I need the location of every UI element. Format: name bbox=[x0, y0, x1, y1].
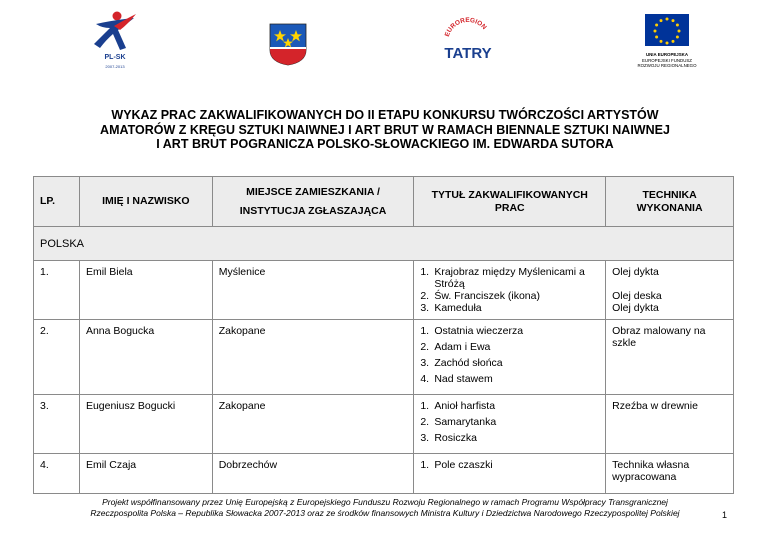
works-list bbox=[420, 400, 599, 444]
tatry-text: TATRY bbox=[444, 45, 492, 62]
header-tech-line2: WYKONANIA bbox=[636, 201, 703, 214]
list-item: 3. Zachód słońca bbox=[420, 357, 503, 369]
header-title-line2: PRAC bbox=[494, 201, 525, 214]
table-row bbox=[34, 454, 734, 494]
table-header-row bbox=[34, 177, 734, 227]
list-item: 1. Pole czaszki bbox=[420, 459, 493, 471]
section-row-poland bbox=[34, 227, 734, 261]
footer-note bbox=[40, 497, 730, 519]
row-lp: 3. bbox=[34, 395, 80, 454]
row-works bbox=[414, 454, 606, 494]
header-logos bbox=[0, 0, 768, 90]
row-technique: Rzeźba w drewnie bbox=[606, 395, 734, 454]
header-title-line1: TYTUŁ ZAKWALIFIKOWANYCH bbox=[431, 188, 588, 201]
row-works bbox=[414, 395, 606, 454]
eu-text-line3: ROZWOJU REGIONALNEGO bbox=[637, 63, 697, 68]
header-tech-line1: TECHNIKA bbox=[642, 188, 697, 201]
eu-logo bbox=[636, 12, 698, 76]
footer-line-1: Projekt współfinansowany przez Unię Europejską z Europejskiego Funduszu Rozwoju Regionalnego w ramach Programu Współpracy Transgranicznej bbox=[102, 497, 668, 507]
header-lp: LP. bbox=[34, 177, 80, 227]
list-item: 2. Samarytanka bbox=[420, 416, 497, 428]
list-item: 4. Nad stawem bbox=[420, 373, 493, 385]
euroregion-tatry-logo bbox=[440, 16, 496, 72]
row-name: Eugeniusz Bogucki bbox=[79, 395, 212, 454]
row-technique: Technika własna wypracowana bbox=[606, 454, 734, 494]
works-list bbox=[420, 325, 599, 385]
plsk-logo-text: PL-SK bbox=[104, 54, 126, 61]
list-item: 1. Anioł harfista bbox=[420, 400, 496, 412]
plsk-program-logo bbox=[84, 10, 146, 82]
list-item: 2. Św. Franciszek (ikona) bbox=[420, 290, 540, 302]
coat-of-arms-logo bbox=[268, 22, 308, 66]
header-title bbox=[414, 177, 606, 227]
row-lp: 2. bbox=[34, 320, 80, 395]
header-place-line2: INSTYTUCJA ZGŁASZAJĄCA bbox=[239, 204, 387, 217]
svg-text:EUROREGION bbox=[444, 17, 488, 38]
row-technique: Obraz malowany na szkle bbox=[606, 320, 734, 395]
row-place: Zakopane bbox=[212, 320, 414, 395]
eu-flag-icon bbox=[636, 12, 698, 52]
footer-line-2: Rzeczpospolita Polska – Republika Słowacka 2007-2013 oraz ze środków finansowych Ministra Kultury i Dziedzictwa Narodowego Rzeczypospolitej Polskiej bbox=[90, 508, 680, 518]
qualified-works-table bbox=[33, 176, 734, 494]
table-row bbox=[34, 320, 734, 395]
works-list bbox=[420, 459, 599, 471]
page-number: 1 bbox=[722, 510, 728, 520]
title-line-3: I ART BRUT POGRANICZA POLSKO-SŁOWACKIEGO IM. EDWARDA SUTORA bbox=[156, 137, 614, 151]
tatry-logo-icon bbox=[440, 16, 496, 72]
header-place bbox=[212, 177, 414, 227]
table-row bbox=[34, 395, 734, 454]
list-item: 1. Krajobraz między Myślenicami a Stróżą bbox=[420, 266, 585, 290]
eu-text-line2: EUROPEJSKI FUNDUSZ bbox=[641, 58, 692, 63]
row-place: Myślenice bbox=[212, 261, 414, 320]
coat-of-arms-icon bbox=[268, 22, 308, 66]
document-title bbox=[40, 108, 730, 152]
row-works bbox=[414, 261, 606, 320]
table-row bbox=[34, 261, 734, 320]
list-item: 1. Ostatnia wieczerza bbox=[420, 325, 524, 337]
eu-text-line1: UNIA EUROPEJSKA bbox=[645, 52, 689, 57]
tatry-arc-text: EUROREGION bbox=[443, 16, 488, 38]
row-name: Emil Czaja bbox=[79, 454, 212, 494]
row-lp: 4. bbox=[34, 454, 80, 494]
plsk-logo-years: 2007-2013 bbox=[105, 64, 125, 69]
row-name: Emil Biela bbox=[79, 261, 212, 320]
row-works bbox=[414, 320, 606, 395]
works-list bbox=[420, 266, 599, 314]
title-line-1: WYKAZ PRAC ZAKWALIFIKOWANYCH DO II ETAPU KONKURSU TWÓRCZOŚCI ARTYSTÓW bbox=[111, 108, 659, 122]
row-name: Anna Bogucka bbox=[79, 320, 212, 395]
row-lp: 1. bbox=[34, 261, 80, 320]
plsk-figure-icon bbox=[84, 10, 146, 54]
list-item: 3. Kameduła bbox=[420, 302, 482, 314]
list-item: 3. Rosiczka bbox=[420, 432, 477, 444]
list-item: 2. Adam i Ewa bbox=[420, 341, 491, 353]
section-label: POLSKA bbox=[34, 227, 734, 261]
row-technique: Olej dykta Olej deska Olej dykta bbox=[606, 261, 734, 320]
row-place: Zakopane bbox=[212, 395, 414, 454]
title-line-2: AMATORÓW Z KRĘGU SZTUKI NAIWNEJ I ART BRUT W RAMACH BIENNALE SZTUKI NAIWNEJ bbox=[100, 122, 670, 137]
header-place-line1: MIEJSCE ZAMIESZKANIA / bbox=[246, 185, 380, 198]
header-name: IMIĘ I NAZWISKO bbox=[79, 177, 212, 227]
row-place: Dobrzechów bbox=[212, 454, 414, 494]
header-technique bbox=[606, 177, 734, 227]
